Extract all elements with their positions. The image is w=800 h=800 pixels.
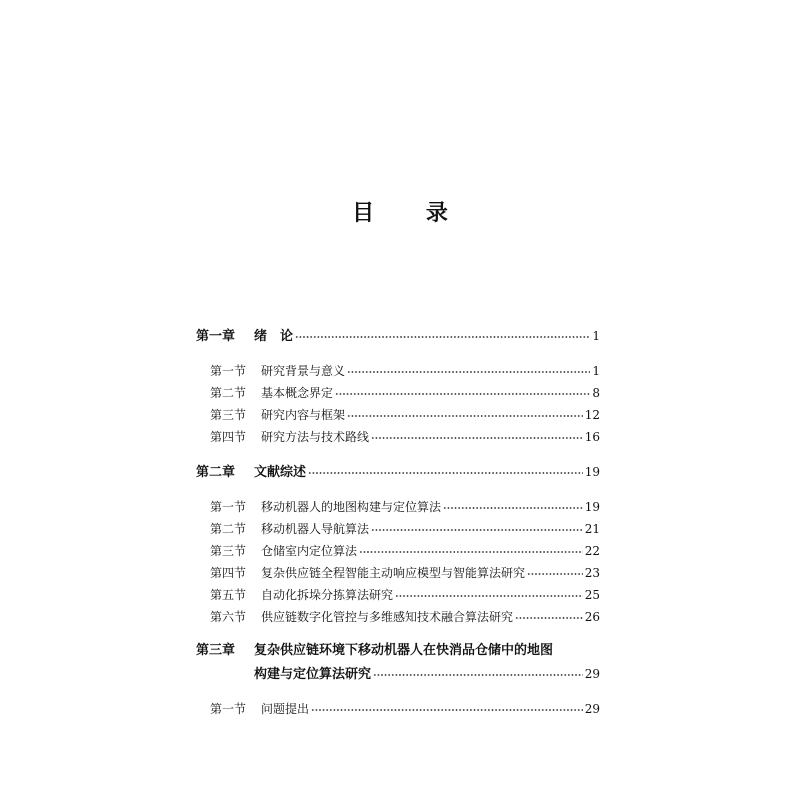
toc-number: 第四节 — [210, 566, 247, 580]
toc-title: 供应链数字化管控与多维感知技术融合算法研究 — [261, 610, 514, 624]
toc-section[interactable] — [196, 497, 600, 517]
dot-leader — [359, 548, 583, 555]
toc-page: 8 — [592, 386, 600, 400]
toc-chapter-2[interactable] — [196, 462, 600, 482]
toc-number: 第一章 — [196, 329, 236, 344]
toc-chapter-3[interactable] — [196, 641, 600, 661]
toc-page: 1 — [592, 364, 600, 378]
dot-leader — [347, 368, 590, 375]
dot-leader — [347, 412, 583, 419]
toc-title: 基本概念界定 — [261, 386, 334, 400]
toc-title: 仓储室内定位算法 — [261, 544, 358, 558]
dot-leader — [395, 592, 583, 599]
dot-leader — [443, 504, 583, 511]
toc-number: 第三节 — [210, 544, 247, 558]
toc-page: 19 — [584, 500, 600, 514]
toc-section[interactable] — [196, 361, 600, 381]
toc-section[interactable] — [196, 519, 600, 539]
dot-leader — [308, 469, 583, 476]
dot-leader — [335, 390, 590, 397]
toc-number: 第二章 — [196, 465, 236, 480]
toc-section[interactable] — [196, 541, 600, 561]
toc-title: 绪 论 — [254, 329, 294, 344]
toc-number: 第六节 — [210, 610, 247, 624]
page-title: 目 录 — [352, 200, 470, 226]
toc-page: 29 — [584, 702, 600, 716]
toc-section[interactable] — [196, 699, 600, 719]
toc-page: 22 — [584, 544, 600, 558]
toc-number: 第一节 — [210, 702, 247, 716]
toc-chapter-1[interactable] — [196, 326, 600, 346]
toc-title: 研究内容与框架 — [261, 408, 346, 422]
toc-section[interactable] — [196, 427, 600, 447]
toc-page: 23 — [584, 566, 600, 580]
dot-leader — [527, 570, 583, 577]
toc-section[interactable] — [196, 383, 600, 403]
toc-number: 第三节 — [210, 408, 247, 422]
toc-number: 第二节 — [210, 522, 247, 536]
dot-leader — [373, 671, 583, 678]
toc-title: 移动机器人导航算法 — [261, 522, 370, 536]
toc-number: 第一节 — [210, 364, 247, 378]
toc-title: 问题提出 — [261, 702, 310, 716]
toc-page: 29 — [584, 667, 600, 681]
toc-section[interactable] — [196, 585, 600, 605]
toc-page: 12 — [584, 408, 600, 422]
toc-title: 研究背景与意义 — [261, 364, 346, 378]
toc-number: 第二节 — [210, 386, 247, 400]
toc-title: 自动化拆垛分拣算法研究 — [261, 588, 394, 602]
toc-number: 第三章 — [196, 643, 236, 658]
toc-title: 构建与定位算法研究 — [254, 667, 372, 682]
toc-page: 26 — [584, 610, 600, 624]
toc-number: 第五节 — [210, 588, 247, 602]
dot-leader — [311, 706, 583, 713]
dot-leader — [371, 526, 583, 533]
toc-section[interactable] — [196, 405, 600, 425]
toc-section[interactable] — [196, 563, 600, 583]
dot-leader — [295, 333, 590, 340]
toc-number: 第一节 — [210, 500, 247, 514]
toc-section[interactable] — [196, 607, 600, 627]
toc-title: 研究方法与技术路线 — [261, 430, 370, 444]
toc-title: 复杂供应链环境下移动机器人在快消品仓储中的地图 — [254, 643, 554, 658]
dot-leader — [371, 434, 583, 441]
toc-title: 文献综述 — [254, 465, 307, 480]
dot-leader — [515, 614, 583, 621]
toc-number: 第四节 — [210, 430, 247, 444]
toc-title: 复杂供应链全程智能主动响应模型与智能算法研究 — [261, 566, 526, 580]
toc-chapter-3-continued[interactable] — [196, 664, 600, 684]
toc-page: 21 — [584, 522, 600, 536]
toc-title: 移动机器人的地图构建与定位算法 — [261, 500, 442, 514]
toc-page: 19 — [584, 465, 600, 479]
toc-page: 16 — [584, 430, 600, 444]
toc-page: 1 — [592, 329, 600, 343]
toc-page: 25 — [584, 588, 600, 602]
